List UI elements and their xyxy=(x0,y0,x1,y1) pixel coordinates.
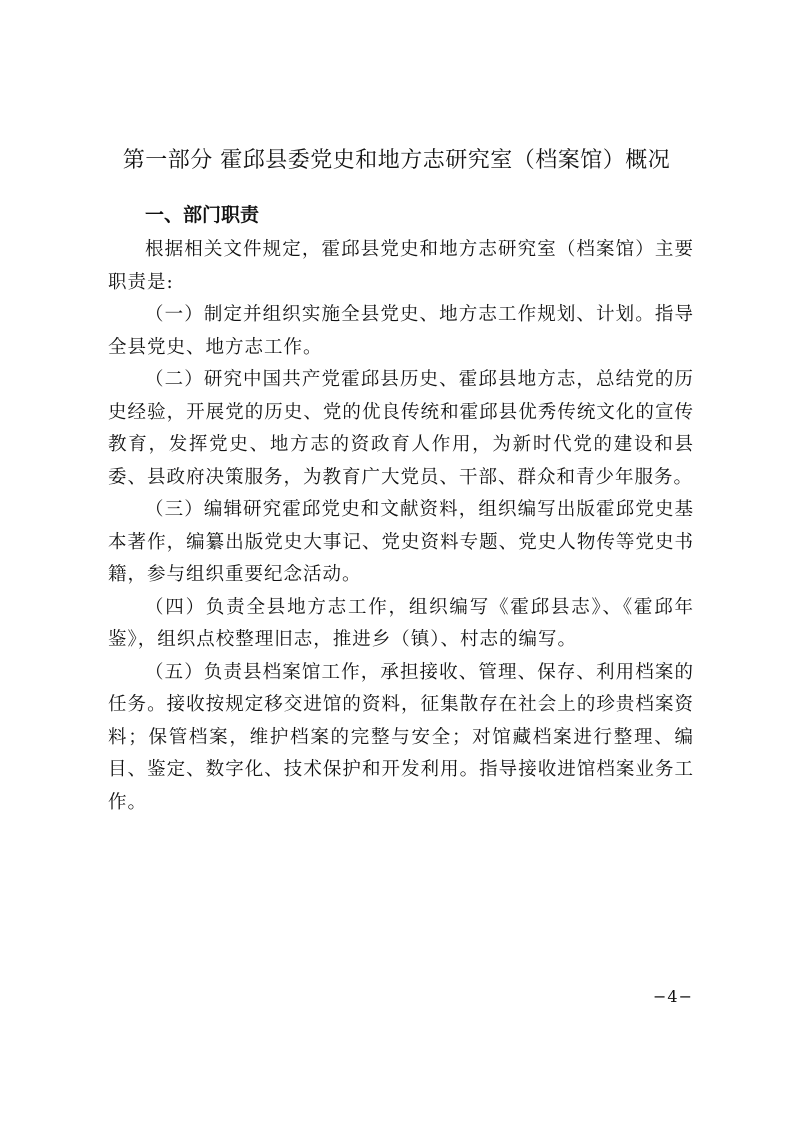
paragraph-4: （四）负责全县地方志工作，组织编写《霍邱县志》、《霍邱年鉴》，组织点校整理旧志，推进乡（镇）、村志的编写。 xyxy=(108,596,694,650)
paragraph-1: （一）制定并组织实施全县党史、地方志工作规划、计划。指导全县党史、地方志工作。 xyxy=(108,304,694,358)
paragraph-2: （二）研究中国共产党霍邱县历史、霍邱县地方志，总结党的历史经验，开展党的历史、党的优良传统和霍邱县优秀传统文化的宣传教育，发挥党史、地方志的资政育人作用，为新时代党的建设和县委、县政府决策服务，为教育广大党员、干部、群众和青少年服务。 xyxy=(108,369,694,488)
paragraph-5: （五）负责县档案馆工作，承担接收、管理、保存、利用档案的任务。接收按规定移交进馆的资料，征集散存在社会上的珍贵档案资料；保管档案，维护档案的完整与安全；对馆藏档案进行整理、编目、鉴定、数字化、技术保护和开发利用。指导接收进馆档案业务工作。 xyxy=(108,661,694,813)
page-title: 第一部分 霍邱县委党史和地方志研究室（档案馆）概况 xyxy=(122,148,671,173)
section-heading: 一、部门职责 xyxy=(145,204,260,226)
body-text xyxy=(108,234,694,819)
paragraph-3: （三）编辑研究霍邱党史和文献资料，组织编写出版霍邱党史基本著作，编纂出版党史大事记、党史资料专题、党史人物传等党史书籍，参与组织重要纪念活动。 xyxy=(108,499,694,585)
paragraph-intro: 根据相关文件规定，霍邱县党史和地方志研究室（档案馆）主要职责是: xyxy=(108,239,694,293)
page-number: −4− xyxy=(653,987,693,1006)
